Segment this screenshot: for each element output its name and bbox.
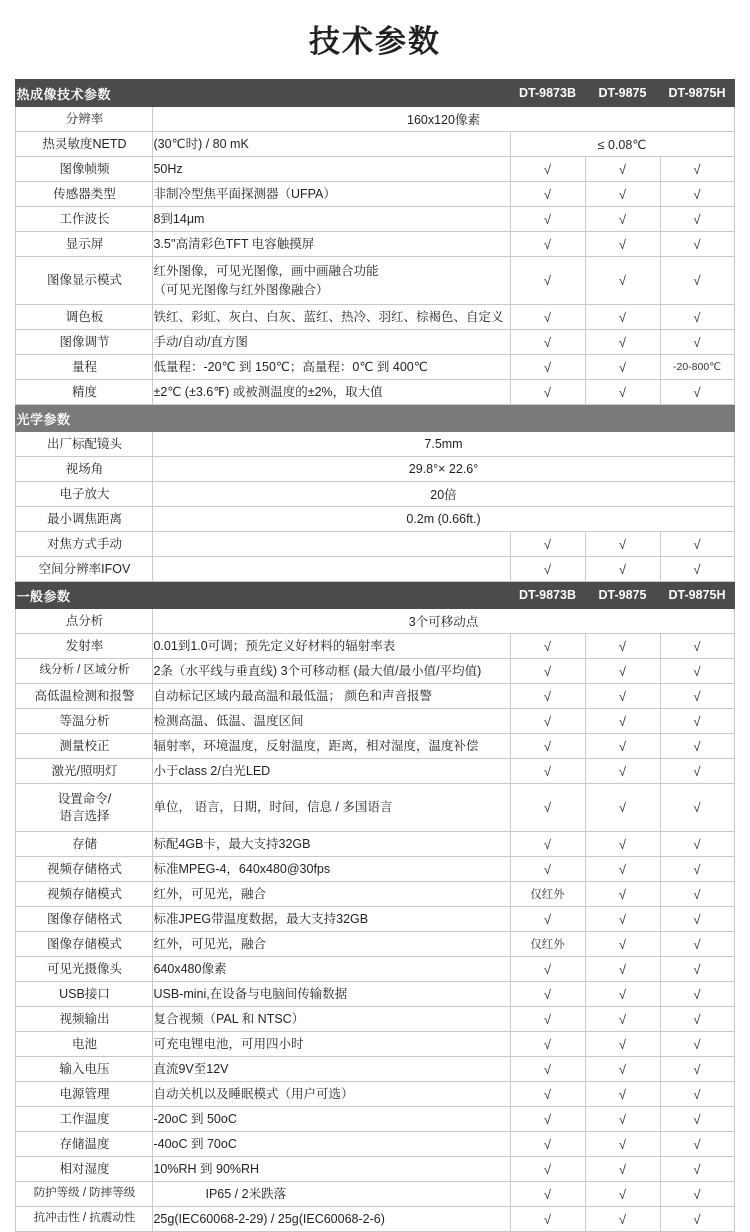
row-description: 单位， 语言，日期，时间，信息 / 多国语言 <box>153 784 510 832</box>
model-cell: √ <box>510 1182 585 1207</box>
row-label: 发射率 <box>16 634 153 659</box>
table-row <box>16 157 734 182</box>
model-cell: √ <box>510 857 585 882</box>
table-row <box>16 1082 734 1107</box>
row-description: 低量程：-20℃ 到 150℃；高量程：0℃ 到 400℃ <box>153 355 510 380</box>
row-label: 高低温检测和报警 <box>16 684 153 709</box>
model-cell: √ <box>585 1082 660 1107</box>
model-cell: √ <box>585 982 660 1007</box>
table-row <box>16 1157 734 1182</box>
model-cell: √ <box>510 659 585 684</box>
table-row <box>16 684 734 709</box>
model-cell: √ <box>585 182 660 207</box>
model-cell: √ <box>585 1182 660 1207</box>
model-cell: √ <box>585 957 660 982</box>
table-row <box>16 207 734 232</box>
model-cell: √ <box>585 832 660 857</box>
row-label: 调色板 <box>16 305 153 330</box>
model-cell: √ <box>585 1207 660 1232</box>
table-row <box>16 532 734 557</box>
model-cell: √ <box>510 1032 585 1057</box>
model-cell: √ <box>585 557 660 582</box>
row-label: 抗冲击性 / 抗震动性 <box>16 1207 153 1232</box>
model-header-dt-9875: DT-9875 <box>585 80 660 107</box>
model-cell: √ <box>510 182 585 207</box>
model-cell: √ <box>660 257 734 305</box>
row-label: 传感器类型 <box>16 182 153 207</box>
model-cell: √ <box>660 1207 734 1232</box>
model-cell: √ <box>660 684 734 709</box>
row-label: 精度 <box>16 380 153 405</box>
model-cell: √ <box>585 207 660 232</box>
row-label: 工作波长 <box>16 207 153 232</box>
row-span-value: 3个可移动点 <box>153 609 734 634</box>
row-label: 空间分辨率IFOV <box>16 557 153 582</box>
model-cell: √ <box>585 857 660 882</box>
table-row <box>16 857 734 882</box>
model-cell: √ <box>585 1057 660 1082</box>
row-label: 防护等级 / 防摔等级 <box>16 1182 153 1207</box>
model-cell: √ <box>510 355 585 380</box>
row-description: 自动标记区域内最高温和最低温； 颜色和声音报警 <box>153 684 510 709</box>
row-label: 对焦方式手动 <box>16 532 153 557</box>
model-cell: √ <box>660 634 734 659</box>
table-row <box>16 659 734 684</box>
section-header-general <box>16 582 734 609</box>
model-cell: 仅红外 <box>510 932 585 957</box>
model-cell: √ <box>510 1157 585 1182</box>
table-row <box>16 457 734 482</box>
table-row <box>16 932 734 957</box>
model-cell: √ <box>510 330 585 355</box>
table-row <box>16 305 734 330</box>
model-cell: √ <box>510 957 585 982</box>
model-cell: √ <box>585 232 660 257</box>
row-description: 2条（水平线与垂直线) 3个可移动框 (最大值/最小值/平均值) <box>153 659 510 684</box>
row-span-value: 7.5mm <box>153 432 734 457</box>
row-label: 电子放大 <box>16 482 153 507</box>
table-row <box>16 107 734 132</box>
table-row <box>16 182 734 207</box>
model-cell: √ <box>585 907 660 932</box>
table-row <box>16 1207 734 1232</box>
model-cell: √ <box>585 1107 660 1132</box>
model-cell: √ <box>660 1107 734 1132</box>
row-label: 视频输出 <box>16 1007 153 1032</box>
row-label <box>16 784 153 832</box>
row-description: 50Hz <box>153 157 510 182</box>
model-header-dt-9873b: DT-9873B <box>510 80 585 107</box>
model-cell: √ <box>660 1132 734 1157</box>
model-cell: √ <box>660 1182 734 1207</box>
model-cell: √ <box>510 634 585 659</box>
row-span-value: 29.8°× 22.6° <box>153 457 734 482</box>
model-cell: √ <box>585 634 660 659</box>
model-cell: √ <box>585 1157 660 1182</box>
section-title: 热成像技术参数 <box>16 80 510 107</box>
model-cell: √ <box>510 232 585 257</box>
row-label: 可见光摄像头 <box>16 957 153 982</box>
model-cell: √ <box>510 684 585 709</box>
row-label: 点分析 <box>16 609 153 634</box>
model-cell: √ <box>510 257 585 305</box>
table-row <box>16 634 734 659</box>
row-description-line2: （可见光图像与红外图像融合） <box>153 282 329 297</box>
table-row <box>16 982 734 1007</box>
model-cell: √ <box>660 557 734 582</box>
model-cell: √ <box>660 1157 734 1182</box>
row-description: (30℃时) / 80 mK <box>153 132 510 157</box>
model-cell: √ <box>510 1207 585 1232</box>
row-label: 线分析 / 区域分析 <box>16 659 153 684</box>
row-label: 图像存储模式 <box>16 932 153 957</box>
table-row <box>16 1032 734 1057</box>
table-row <box>16 609 734 634</box>
model-cell: √ <box>660 182 734 207</box>
table-row <box>16 232 734 257</box>
model-header-dt-9875: DT-9875 <box>585 582 660 609</box>
row-description: 25g(IEC60068-2-29) / 25g(IEC60068-2-6) <box>153 1207 510 1232</box>
row-description: 标配4GB卡，最大支持32GB <box>153 832 510 857</box>
row-description: 手动/自动/直方图 <box>153 330 510 355</box>
model-cell: √ <box>585 759 660 784</box>
model-cell: 仅红外 <box>510 882 585 907</box>
table-row <box>16 1182 734 1207</box>
row-label: 图像帧频 <box>16 157 153 182</box>
model-cell: √ <box>660 232 734 257</box>
table-row <box>16 882 734 907</box>
model-cell: √ <box>510 1082 585 1107</box>
page-title: 技术参数 <box>309 24 441 59</box>
model-cell: √ <box>510 380 585 405</box>
model-cell: √ <box>660 330 734 355</box>
model-cell: √ <box>585 355 660 380</box>
row-label: 视场角 <box>16 457 153 482</box>
row-label: 测量校正 <box>16 734 153 759</box>
model-cell: √ <box>660 957 734 982</box>
model-cell: √ <box>510 709 585 734</box>
row-label: 存储温度 <box>16 1132 153 1157</box>
row-description-line1: 红外图像，可见光图像，画中画融合功能 <box>153 263 379 278</box>
model-cell: √ <box>510 1132 585 1157</box>
row-description <box>153 532 510 557</box>
row-description: 检测高温、低温、温度区间 <box>153 709 510 734</box>
row-label: 出厂标配镜头 <box>16 432 153 457</box>
model-cell: √ <box>585 305 660 330</box>
row-label: 显示屏 <box>16 232 153 257</box>
table-row <box>16 832 734 857</box>
table-row <box>16 784 734 832</box>
row-span-value: 20倍 <box>153 482 734 507</box>
model-cell: √ <box>585 709 660 734</box>
model-cell: √ <box>510 1057 585 1082</box>
model-cell: √ <box>660 784 734 832</box>
row-label: 激光/照明灯 <box>16 759 153 784</box>
row-label-line1: 设置命令/ <box>57 791 112 806</box>
model-cell: √ <box>510 207 585 232</box>
model-header-dt-9875h: DT-9875H <box>660 80 734 107</box>
model-cell: √ <box>660 982 734 1007</box>
model-cell: √ <box>510 305 585 330</box>
table-row <box>16 1057 734 1082</box>
model-cell: √ <box>660 857 734 882</box>
row-span-value: 160x120像素 <box>153 107 734 132</box>
row-description <box>153 557 510 582</box>
model-cell: √ <box>510 557 585 582</box>
model-cell: √ <box>585 684 660 709</box>
model-cell: √ <box>660 832 734 857</box>
model-cell: √ <box>660 759 734 784</box>
row-description: 非制冷型焦平面探测器（UFPA） <box>153 182 510 207</box>
row-label-line2: 语言选择 <box>59 808 110 823</box>
model-cell: √ <box>660 207 734 232</box>
table-row <box>16 1007 734 1032</box>
model-cell: √ <box>585 532 660 557</box>
model-cell: √ <box>660 1007 734 1032</box>
model-cell: √ <box>660 932 734 957</box>
table-row <box>16 759 734 784</box>
row-label: USB接口 <box>16 982 153 1007</box>
section-header-optical <box>16 405 734 432</box>
table-row <box>16 380 734 405</box>
row-label: 等温分析 <box>16 709 153 734</box>
model-cell: √ <box>660 659 734 684</box>
row-description: -40oC 到 70oC <box>153 1132 510 1157</box>
table-row <box>16 432 734 457</box>
model-cell: √ <box>585 157 660 182</box>
row-label: 工作温度 <box>16 1107 153 1132</box>
section-title: 一般参数 <box>16 582 510 609</box>
model-cell: √ <box>660 709 734 734</box>
model-cell: √ <box>585 257 660 305</box>
model-cell: √ <box>585 1007 660 1032</box>
model-cell: √ <box>585 330 660 355</box>
model-cell: √ <box>660 882 734 907</box>
model-cell: √ <box>510 759 585 784</box>
row-label: 存储 <box>16 832 153 857</box>
row-label: 图像存储格式 <box>16 907 153 932</box>
table-row <box>16 132 734 157</box>
row-description: 铁红、彩虹、灰白、白灰、蓝红、热冷、羽红、棕褐色、自定义 <box>153 305 510 330</box>
table-row <box>16 257 734 305</box>
row-description: IP65 / 2米跌落 <box>153 1182 510 1207</box>
table-row <box>16 330 734 355</box>
model-cell: √ <box>660 157 734 182</box>
model-header-dt-9873b: DT-9873B <box>510 582 585 609</box>
model-cell: √ <box>510 784 585 832</box>
model-cell: √ <box>660 734 734 759</box>
model-cell: √ <box>510 532 585 557</box>
model-cell: √ <box>585 932 660 957</box>
row-description: 0.01到1.0可调；预先定义好材料的辐射率表 <box>153 634 510 659</box>
row-description: 标准JPEG带温度数据，最大支持32GB <box>153 907 510 932</box>
row-label: 电源管理 <box>16 1082 153 1107</box>
table-row <box>16 482 734 507</box>
table-row <box>16 957 734 982</box>
model-cell: √ <box>585 1032 660 1057</box>
section-title: 光学参数 <box>16 405 734 432</box>
model-cell: √ <box>585 734 660 759</box>
table-row <box>16 1107 734 1132</box>
row-description <box>153 257 510 305</box>
model-cell: √ <box>660 1032 734 1057</box>
row-description: 辐射率，环境温度，反射温度，距离，相对湿度，温度补偿 <box>153 734 510 759</box>
model-cell: √ <box>510 734 585 759</box>
row-label: 热灵敏度NETD <box>16 132 153 157</box>
model-cell: √ <box>510 832 585 857</box>
row-label: 视频存储格式 <box>16 857 153 882</box>
row-span-value: 0.2m (0.66ft.) <box>153 507 734 532</box>
model-cell: √ <box>660 305 734 330</box>
row-description: ±2℃ (±3.6℉) 或被测温度的±2%，取大值 <box>153 380 510 405</box>
row-label: 最小调焦距离 <box>16 507 153 532</box>
row-description: 3.5''高清彩色TFT 电容触摸屏 <box>153 232 510 257</box>
model-cell: √ <box>585 659 660 684</box>
table-row <box>16 1132 734 1157</box>
row-label: 电池 <box>16 1032 153 1057</box>
model-cell: √ <box>510 982 585 1007</box>
model-cell: √ <box>660 907 734 932</box>
model-cell: √ <box>660 1082 734 1107</box>
section-header-thermal <box>16 80 734 107</box>
model-cell: √ <box>585 1132 660 1157</box>
model-header-dt-9875h: DT-9875H <box>660 582 734 609</box>
row-description: 标准MPEG-4，640x480@30fps <box>153 857 510 882</box>
row-description: 红外，可见光，融合 <box>153 882 510 907</box>
row-description: 复合视频（PAL 和 NTSC） <box>153 1007 510 1032</box>
model-cell: -20-800℃ <box>660 355 734 380</box>
row-description: 小于class 2/白光LED <box>153 759 510 784</box>
model-cell: √ <box>660 380 734 405</box>
model-cell: √ <box>510 157 585 182</box>
row-description: 10%RH 到 90%RH <box>153 1157 510 1182</box>
table-row <box>16 507 734 532</box>
row-description: 可充电锂电池，可用四小时 <box>153 1032 510 1057</box>
row-label: 量程 <box>16 355 153 380</box>
row-description: 红外，可见光，融合 <box>153 932 510 957</box>
model-cell: √ <box>510 1007 585 1032</box>
row-description: 直流9V至12V <box>153 1057 510 1082</box>
row-description: -20oC 到 50oC <box>153 1107 510 1132</box>
row-span-value: ≤ 0.08℃ <box>510 132 734 157</box>
model-cell: √ <box>660 1057 734 1082</box>
model-cell: √ <box>660 532 734 557</box>
row-label: 输入电压 <box>16 1057 153 1082</box>
table-row <box>16 557 734 582</box>
model-cell: √ <box>510 907 585 932</box>
table-row <box>16 355 734 380</box>
row-description: 640x480像素 <box>153 957 510 982</box>
table-row <box>16 734 734 759</box>
specifications-table <box>15 79 734 1232</box>
row-label: 分辨率 <box>16 107 153 132</box>
model-cell: √ <box>585 784 660 832</box>
row-description: USB-mini,在设备与电脑间传输数据 <box>153 982 510 1007</box>
row-description: 自动关机以及睡眠模式（用户可选） <box>153 1082 510 1107</box>
row-label: 视频存储模式 <box>16 882 153 907</box>
row-label: 图像显示模式 <box>16 257 153 305</box>
row-label: 图像调节 <box>16 330 153 355</box>
table-row <box>16 709 734 734</box>
row-label: 相对湿度 <box>16 1157 153 1182</box>
model-cell: √ <box>585 380 660 405</box>
model-cell: √ <box>510 1107 585 1132</box>
table-row <box>16 907 734 932</box>
model-cell: √ <box>585 882 660 907</box>
row-description: 8到14μm <box>153 207 510 232</box>
